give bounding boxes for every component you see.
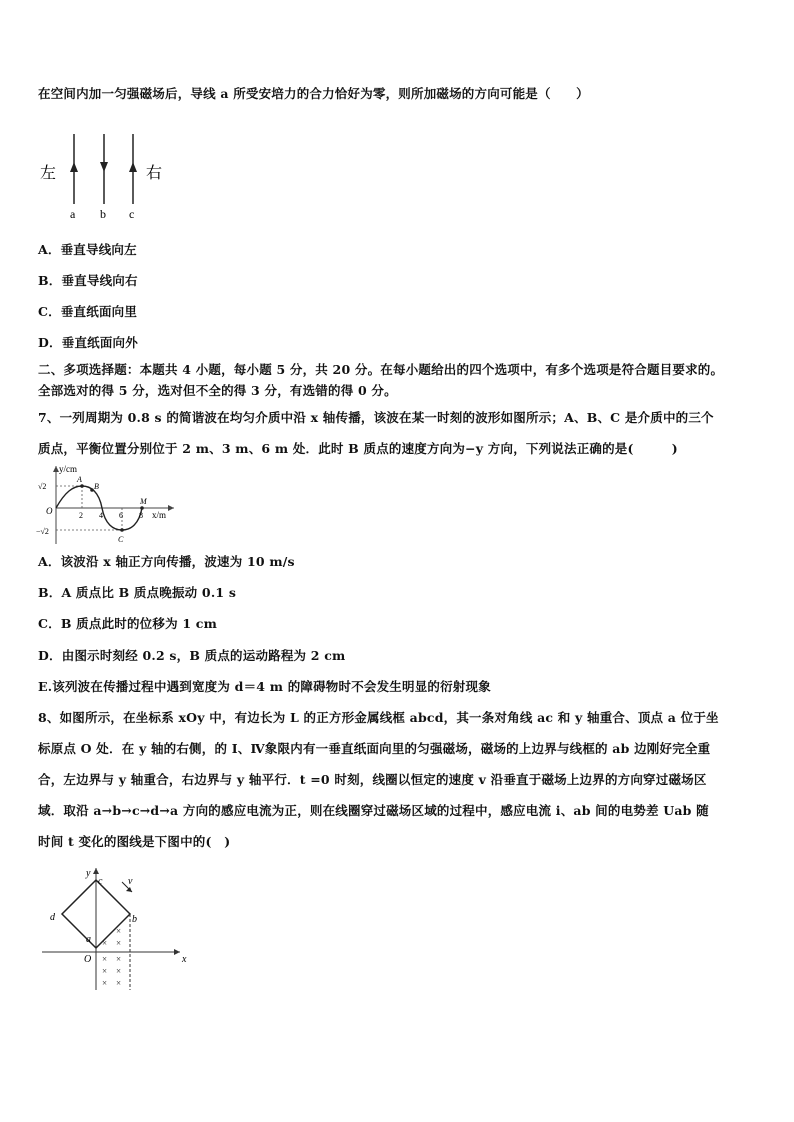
q7-tick-2: 2 — [79, 511, 83, 520]
wire-a-arrow-up-icon — [70, 162, 78, 172]
q6-option-d: D．垂直纸面向外 — [38, 335, 138, 350]
q7-tick-8: 8 — [139, 511, 143, 520]
q8-stem-1: 8、如图所示，在坐标系 xOy 中，有边长为 L 的正方形金属线框 abcd，其一条对角线 ac 和 y 轴重合、顶点 a 位于坐 — [38, 710, 719, 725]
q7-option-e: E.该列波在传播过程中遇到宽度为 d＝4 m 的障碍物时不会发生明显的衍射现象 — [38, 679, 491, 694]
q8-x-arrow-icon — [174, 949, 180, 955]
q8-stem-4: 域．取沿 a→b→c→d→a 方向的感应电流为正，则在线圈穿过磁场区域的过程中，感应电流 i、ab 间的电势差 Uab 随 — [38, 803, 709, 818]
q8-field-crosses — [102, 926, 121, 988]
svg-text:×: × — [116, 978, 122, 988]
q6-option-b: B．垂直导线向右 — [38, 273, 138, 288]
wire-c-label: c — [129, 207, 135, 221]
q7-x-label: x/m — [152, 510, 167, 520]
q7-option-c: C．B 质点此时的位移为 1 cm — [38, 616, 218, 631]
wire-a-label: a — [70, 207, 76, 221]
q6-fig-right: 右 — [146, 165, 163, 182]
q6-fig-left: 左 — [40, 165, 57, 182]
q7-tick-6: 6 — [119, 511, 123, 520]
q7-label-b: B — [94, 482, 99, 491]
q8-stem-2: 标原点 O 处．在 y 轴的右侧，的 Ⅰ、Ⅳ象限内有一垂直纸面向里的匀强磁场，磁场的上边界与线框的 ab 边刚好完全重 — [38, 741, 711, 756]
q7-stem-1: 7、一列周期为 0.8 s 的简谐波在均匀介质中沿 x 轴传播，该波在某一时刻的波形如图所示；A、B、C 是介质中的三个 — [38, 410, 714, 425]
q7-y-top: √2 — [38, 482, 47, 491]
q6-option-c: C．垂直纸面向里 — [38, 304, 138, 319]
q7-label-c: C — [118, 535, 124, 544]
q8-stem-5: 时间 t 变化的图线是下图中的( ) — [38, 834, 231, 849]
section2-line1: 二、多项选择题：本题共 4 小题，每小题 5 分，共 20 分。在每小题给出的四个选项中，有多个选项是符合题目要求的。 — [38, 362, 724, 377]
q7-point-a — [80, 484, 84, 488]
svg-text:×: × — [102, 978, 108, 988]
q8-y-label: y — [86, 868, 91, 879]
q7-option-a: A．该波沿 x 轴正方向传播，波速为 10 m/s — [38, 554, 295, 569]
svg-text:×: × — [116, 926, 122, 936]
q8-vertex-c: c — [98, 876, 103, 887]
q7-y-bottom: −√2 — [36, 527, 49, 536]
q7-stem-2: 质点，平衡位置分别位于 2 m、3 m、6 m 处．此时 B 质点的速度方向为−y 方向，下列说法正确的是( ) — [38, 441, 678, 456]
wire-b-arrow-down-icon — [100, 162, 108, 172]
q6-option-a: A．垂直导线向左 — [38, 242, 137, 257]
q6-wire-figure — [36, 128, 176, 224]
svg-text:×: × — [116, 954, 122, 964]
q8-vertex-b: b — [132, 914, 137, 925]
svg-text:×: × — [116, 966, 122, 976]
q8-velocity-label: v — [128, 876, 133, 887]
q7-origin: O — [46, 506, 53, 516]
wire-b-label: b — [100, 207, 106, 221]
q8-stem-3: 合，左边界与 y 轴重合，右边界与 y 轴平行．t =0 时刻，线圈以恒定的速度 v 沿垂直于磁场上边界的方向穿过磁场区 — [38, 772, 707, 787]
q7-wave-figure — [36, 462, 178, 548]
q8-vertex-d: d — [50, 912, 55, 923]
q6-stem: 在空间内加一匀强磁场后，导线 a 所受安培力的合力恰好为零，则所加磁场的方向可能是（ ） — [38, 86, 589, 101]
q8-y-arrow-icon — [93, 868, 99, 874]
svg-text:×: × — [102, 966, 108, 976]
q7-label-m: M — [140, 497, 147, 506]
q8-vertex-a: a — [86, 934, 91, 945]
q7-point-m — [140, 506, 144, 510]
section2-line2: 全部选对的得 5 分，选对但不全的得 3 分，有选错的得 0 分。 — [38, 383, 397, 398]
q7-tick-4: 4 — [99, 511, 103, 520]
q7-option-b: B．A 质点比 B 质点晚振动 0.1 s — [38, 585, 237, 600]
q7-point-c — [120, 528, 124, 532]
q8-x-label: x — [182, 954, 187, 965]
q7-y-label: y/cm — [59, 464, 77, 474]
svg-text:×: × — [102, 938, 108, 948]
q7-label-a: A — [77, 475, 82, 484]
q7-option-d: D．由图示时刻经 0.2 s，B 质点的运动路程为 2 cm — [38, 648, 346, 663]
q8-origin: O — [84, 954, 92, 965]
svg-text:×: × — [102, 954, 108, 964]
svg-text:×: × — [116, 938, 122, 948]
q8-velocity-arrow-icon — [126, 887, 132, 892]
x-axis-arrow-icon — [168, 505, 174, 511]
q8-frame-figure — [40, 862, 190, 994]
wire-c-arrow-up-icon — [129, 162, 137, 172]
